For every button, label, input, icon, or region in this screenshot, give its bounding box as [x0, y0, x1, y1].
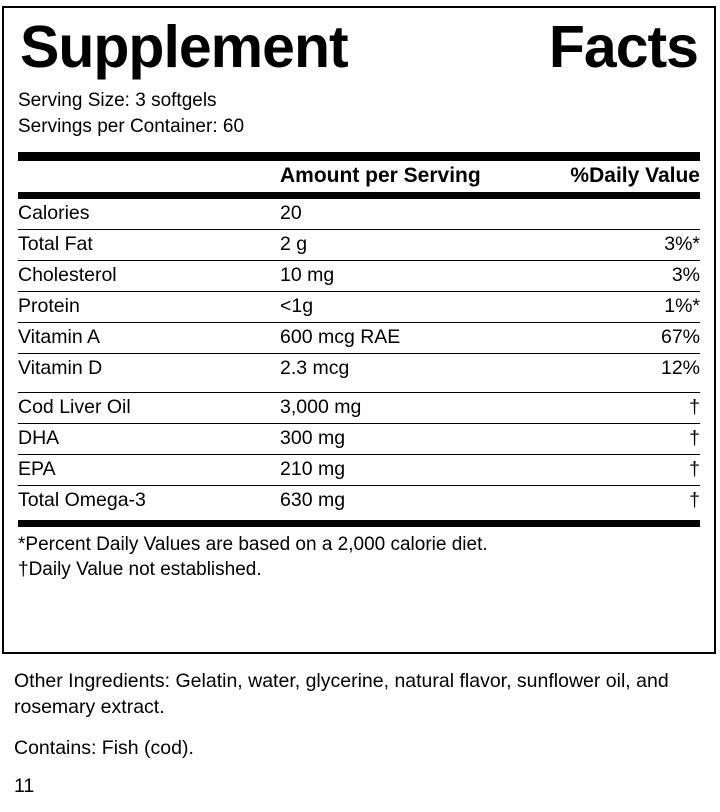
table-row [18, 455, 700, 486]
row-name: Vitamin A [18, 323, 280, 354]
table-row [18, 199, 700, 230]
row-amount: 3,000 mg [280, 393, 548, 424]
row-daily-value: 3% [548, 261, 700, 292]
table-row [18, 292, 700, 323]
footnotes [18, 527, 700, 582]
row-name: Vitamin D [18, 354, 280, 385]
title-word-facts: Facts [548, 14, 698, 80]
header-daily-value: %Daily Value [570, 164, 700, 187]
row-daily-value: 12% [548, 354, 700, 385]
row-name: EPA [18, 455, 280, 486]
other-ingredients: Other Ingredients: Gelatin, water, glycerine, natural flavor, sunflower oil, and rosemary extract. [14, 670, 669, 718]
row-daily-value [548, 199, 700, 230]
table-row [18, 323, 700, 354]
table-row [18, 393, 700, 424]
row-name: Protein [18, 292, 280, 323]
group-spacer [18, 384, 700, 392]
row-name: Cholesterol [18, 261, 280, 292]
divider-thick-bottom [18, 520, 700, 527]
row-name: Cod Liver Oil [18, 393, 280, 424]
row-name: Total Omega-3 [18, 486, 280, 517]
serving-size: Serving Size: 3 softgels [18, 90, 217, 111]
row-amount: 2 g [280, 230, 548, 261]
row-amount: 10 mg [280, 261, 548, 292]
row-amount: 630 mg [280, 486, 548, 517]
nutrition-rows-group-1 [18, 199, 700, 384]
row-amount: 210 mg [280, 455, 548, 486]
row-amount: <1g [280, 292, 548, 323]
nutrition-table [18, 161, 700, 192]
row-name: Total Fat [18, 230, 280, 261]
row-daily-value: † [548, 393, 700, 424]
row-amount: 600 mcg RAE [280, 323, 548, 354]
row-name: DHA [18, 424, 280, 455]
contains-statement: Contains: Fish (cod). [14, 737, 194, 759]
divider-thick-header [18, 192, 700, 199]
row-daily-value: † [548, 424, 700, 455]
row-name: Calories [18, 202, 90, 224]
table-row [18, 424, 700, 455]
title-word-supplement: Supplement [20, 14, 348, 80]
serving-info [18, 88, 700, 140]
nutrition-rows-group-2 [18, 392, 700, 516]
header-amount-per-serving: Amount per Serving [280, 164, 481, 187]
table-header-row [18, 161, 700, 192]
row-amount: 300 mg [280, 424, 548, 455]
divider-thick-top [18, 152, 700, 161]
row-daily-value: 3%* [548, 230, 700, 261]
table-row [18, 261, 700, 292]
page-title [18, 14, 700, 80]
row-daily-value: 1%* [548, 292, 700, 323]
row-daily-value: † [548, 455, 700, 486]
table-row [18, 230, 700, 261]
table-row [18, 354, 700, 385]
footnote-percent-daily-value: *Percent Daily Values are based on a 2,000 calorie diet. [18, 534, 488, 555]
row-amount: 2.3 mcg [280, 354, 548, 385]
servings-per-container: Servings per Container: 60 [18, 116, 245, 137]
supplement-facts-panel [2, 6, 716, 654]
table-row [18, 486, 700, 517]
header-nutrient [18, 161, 280, 192]
row-amount: 20 [280, 202, 302, 224]
row-daily-value: 67% [548, 323, 700, 354]
page-number: 11 [14, 775, 35, 797]
footnote-daily-value-not-established: †Daily Value not established. [18, 559, 262, 580]
row-daily-value: † [548, 486, 700, 517]
